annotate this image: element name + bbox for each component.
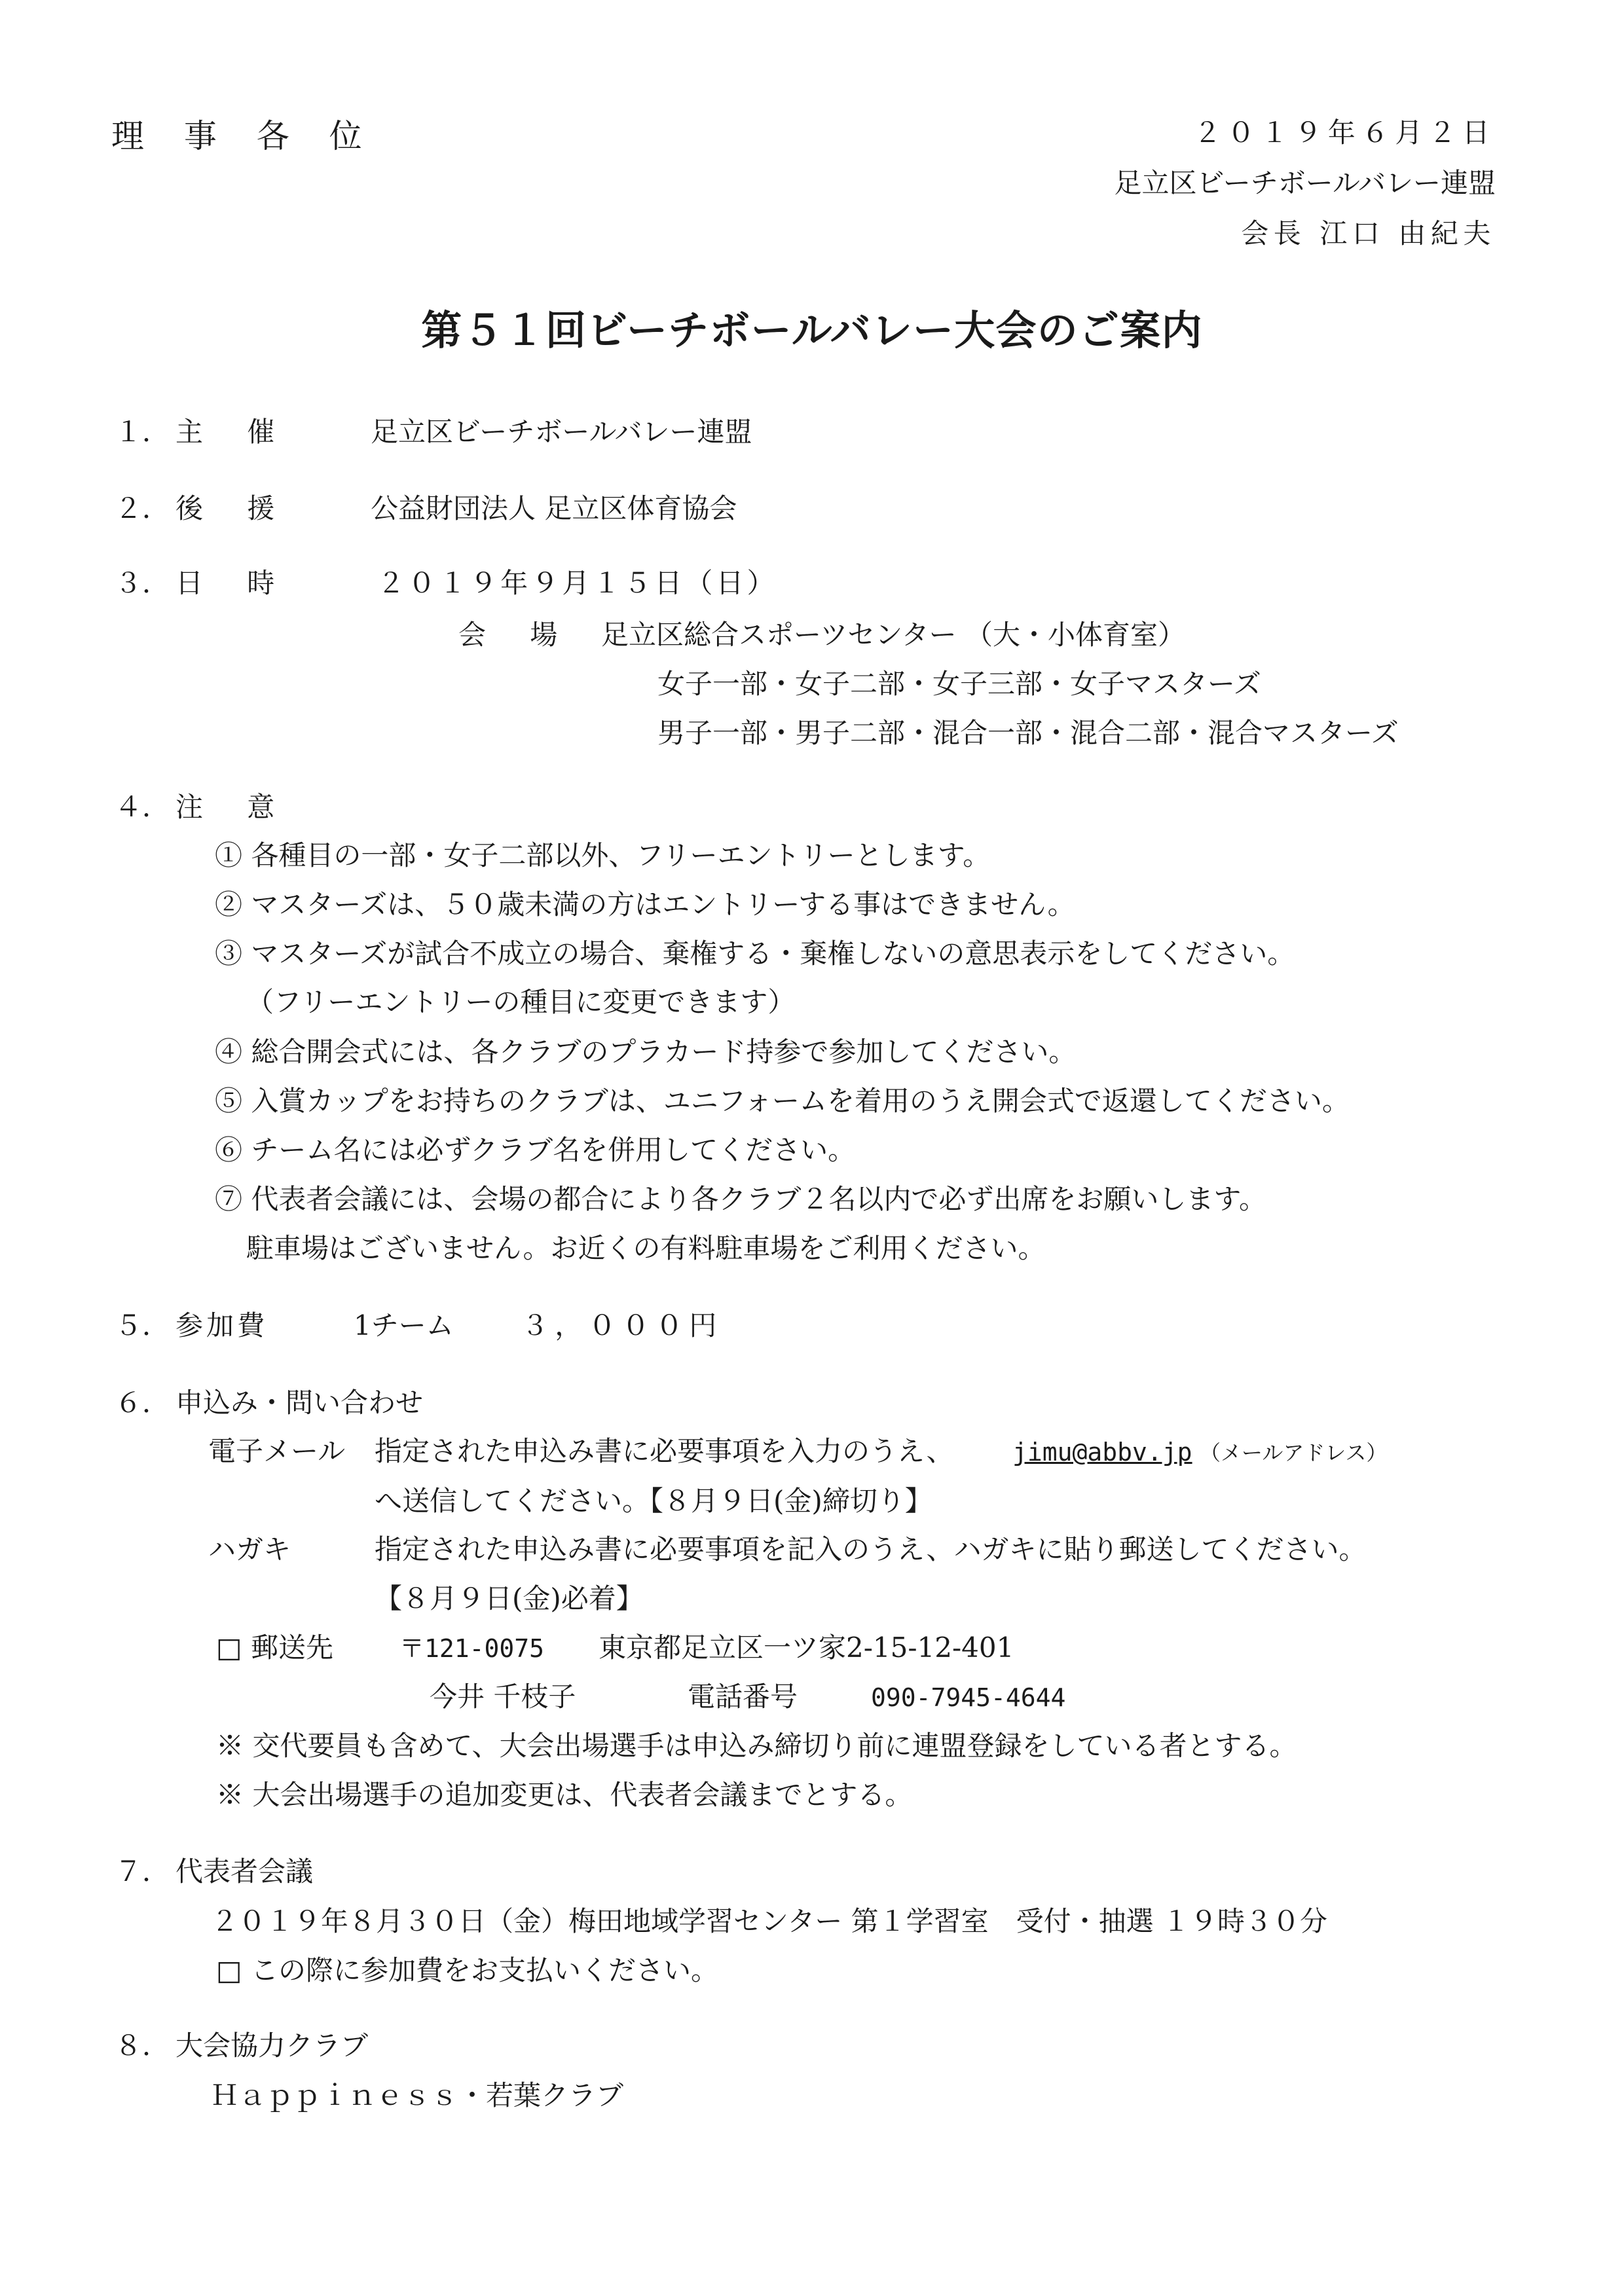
meeting-detail: ２０１９年８月３０日（金）梅田地域学習センター 第１学習室 受付・抽選 １９時３０分: [211, 1905, 1328, 1937]
postcard-instruction: 指定された申込み書に必要事項を記入のうえ、ハガキに貼り郵送してください。: [375, 1533, 1367, 1565]
email-label: 電子メール: [208, 1435, 346, 1467]
support-value: 公益財団法人 足立区体育協会: [371, 492, 737, 524]
issue-date: ２０１９年６月２日: [1193, 117, 1496, 149]
organization: 足立区ビーチボールバレー連盟: [1114, 167, 1496, 199]
section-number: ６．: [115, 1387, 170, 1419]
payment-note: □ この際に参加費をお支払いください。: [216, 1954, 719, 1986]
section-number: ２．: [115, 492, 170, 524]
section-label: 主 催: [175, 416, 283, 448]
recipient: 理 事 各 位: [111, 117, 377, 155]
section-number: ５．: [115, 1309, 170, 1341]
email-instruction: 指定された申込み書に必要事項を入力のうえ、: [375, 1435, 954, 1467]
email-deadline: へ送信してください。【８月９日(金)締切り】: [375, 1485, 932, 1517]
section-label: 申込み・問い合わせ: [175, 1387, 424, 1419]
note-item: ③ マスターズが試合不成立の場合、棄権する・棄権しないの意思表示をしてください。: [215, 938, 1295, 970]
section-number: ８．: [115, 2030, 170, 2062]
note-item: ① 各種目の一部・女子二部以外、フリーエントリーとします。: [215, 839, 991, 871]
email-address-link[interactable]: jimu@abbv.jp: [1012, 1438, 1192, 1467]
note-item: ⑥ チーム名には必ずクラブ名を併用してください。: [215, 1134, 856, 1166]
section-label: 参加費: [175, 1309, 268, 1341]
note-item: ⑤ 入賞カップをお持ちのクラブは、ユニフォームを着用のうえ開会式で返還してください。: [215, 1085, 1350, 1117]
section-label: 日 時: [175, 567, 283, 599]
note-item: ⑦ 代表者会議には、会場の都合により各クラブ２名以内で必ず出席をお願いします。: [215, 1183, 1266, 1215]
section-number: １．: [115, 416, 170, 448]
note-item: 駐車場はございません。お近くの有料駐車場をご利用ください。: [246, 1232, 1046, 1264]
section-number: ３．: [115, 567, 170, 599]
postcard-label: ハガキ: [208, 1533, 291, 1565]
events-men: 男子一部・男子二部・混合一部・混合二部・混合マスターズ: [657, 717, 1399, 749]
contact-name: 今井 千枝子: [430, 1681, 576, 1713]
venue: 足立区総合スポーツセンター （大・小体育室）: [601, 619, 1185, 651]
venue-label: 会 場: [458, 619, 566, 651]
section-number: ４．: [115, 791, 170, 823]
mail-to-label: □ 郵送先: [216, 1631, 334, 1664]
president: 会長 江口 由紀夫: [1241, 217, 1496, 249]
section-label: 注 意: [175, 791, 283, 823]
mail-address: 東京都足立区一ツ家2-15-12-401: [599, 1631, 1014, 1664]
section-label: 代表者会議: [175, 1855, 314, 1887]
section-number: ７．: [115, 1855, 170, 1887]
cooperating-clubs: Ｈａｐｐｉｎｅｓｓ・若葉クラブ: [211, 2079, 624, 2111]
email-note: （メールアドレス）: [1200, 1440, 1388, 1465]
note-item: （フリーエントリーの種目に変更できます）: [246, 986, 796, 1018]
section-label: 後 援: [175, 492, 283, 524]
organizer-value: 足立区ビーチボールバレー連盟: [371, 416, 752, 448]
fee-unit: 1チーム: [354, 1309, 454, 1341]
note-item: ④ 総合開会式には、各クラブのプラカード持参で参加してください。: [215, 1036, 1077, 1068]
postal-code: 〒121-0075: [399, 1634, 545, 1663]
phone-label: 電話番号: [688, 1681, 798, 1713]
remark: ※ 交代要員も含めて、大会出場選手は申込み締切り前に連盟登録をしている者とする。: [216, 1730, 1297, 1762]
phone-number: 090-7945-4644: [871, 1683, 1066, 1712]
note-item: ② マスターズは、５０歳未満の方はエントリーする事はできません。: [215, 888, 1075, 920]
events-women: 女子一部・女子二部・女子三部・女子マスターズ: [657, 668, 1261, 700]
postcard-deadline: 【８月９日(金)必着】: [375, 1582, 644, 1614]
document-title: 第５１回ビーチボールバレー大会のご案内: [421, 306, 1203, 354]
section-label: 大会協力クラブ: [175, 2030, 369, 2062]
fee-amount: ３，０００円: [521, 1309, 723, 1341]
event-date: ２０１９年９月１５日（日）: [377, 567, 778, 599]
remark: ※ 大会出場選手の追加変更は、代表者会議までとする。: [216, 1779, 913, 1811]
